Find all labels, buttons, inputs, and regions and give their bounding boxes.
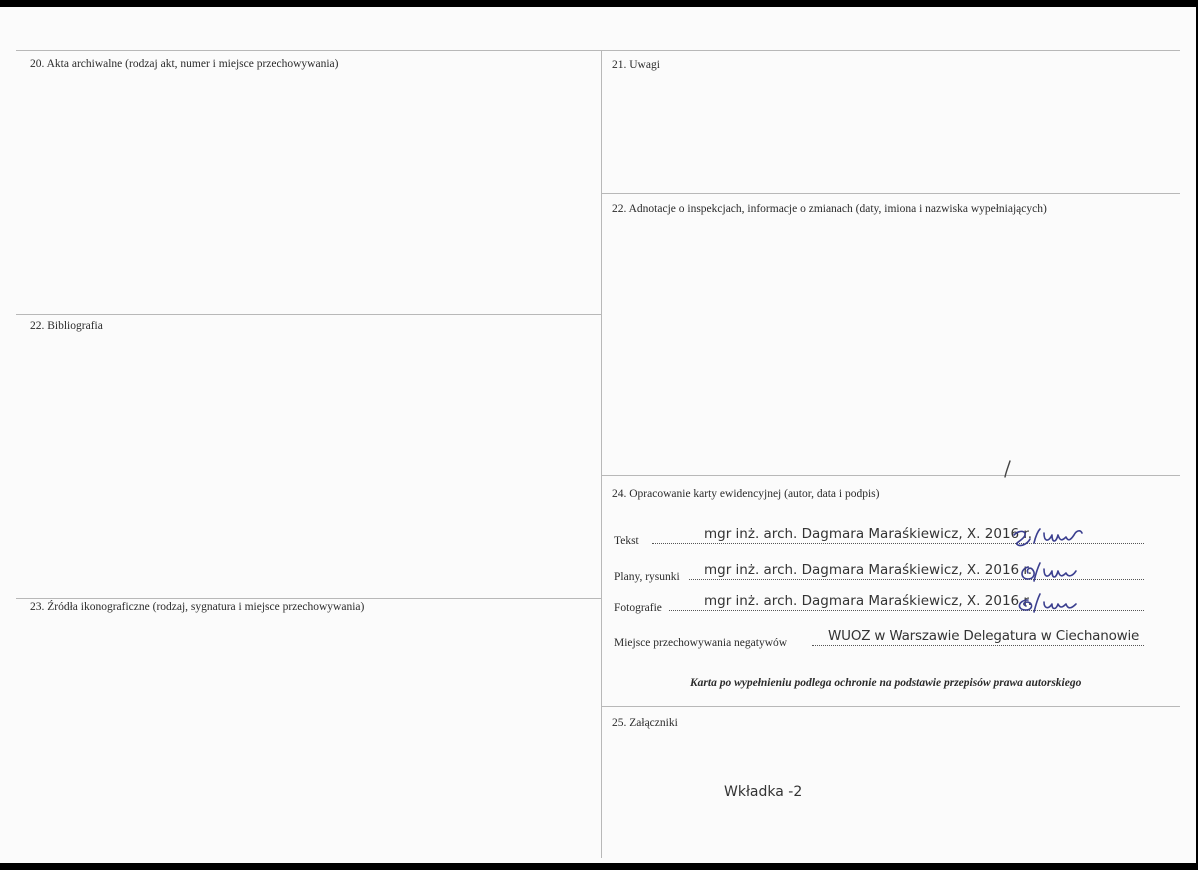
- handwritten-signature: [1010, 525, 1100, 551]
- section-24-card-preparation: 24. Opracowanie karty ewidencyjnej (autor, data i podpis): [612, 488, 880, 500]
- plans-author-row: [614, 563, 1144, 583]
- text-label: Tekst: [614, 535, 639, 547]
- section-22-bibliography: 22. Bibliografia: [30, 320, 103, 332]
- left-rule-iconographic: [16, 598, 601, 599]
- handwritten-signature: [1014, 592, 1094, 618]
- photos-label: Fotografie: [614, 602, 662, 614]
- negatives-dotted-line: [812, 645, 1144, 646]
- text-author-row: [614, 527, 1144, 547]
- right-rule-annotations: [601, 193, 1180, 194]
- section-22-annotations: 22. Adnotacje o inspekcjach, informacje o zmianach (daty, imiona i nazwiska wypełniających): [612, 203, 1047, 215]
- left-rule-bibliography: [16, 314, 601, 315]
- stray-pen-mark: [1002, 459, 1012, 479]
- section-20-archival-files: 20. Akta archiwalne (rodzaj akt, numer i miejsce przechowywania): [30, 58, 339, 70]
- negatives-location-value: WUOZ w Warszawie Delegatura w Ciechanowie: [828, 628, 1140, 644]
- photos-author-row: [614, 594, 1144, 614]
- record-card-page: [0, 7, 1196, 863]
- section-23-iconographic-sources: 23. Źródła ikonograficzne (rodzaj, sygnatura i miejsce przechowywania): [30, 601, 365, 613]
- right-rule-attachments: [601, 706, 1180, 707]
- negatives-location-row: [614, 629, 1144, 649]
- plans-label: Plany, rysunki: [614, 571, 680, 583]
- top-rule: [16, 50, 1180, 51]
- right-rule-authorship: [601, 475, 1180, 476]
- center-divider: [601, 50, 602, 858]
- copyright-note: Karta po wypełnieniu podlega ochronie na podstawie przepisów prawa autorskiego: [690, 677, 1082, 689]
- section-21-remarks: 21. Uwagi: [612, 59, 660, 71]
- handwritten-signature: [1018, 561, 1098, 587]
- photos-author-value: mgr inż. arch. Dagmara Maraśkiewicz, X. 2016 r.: [704, 593, 1033, 609]
- negatives-label: Miejsce przechowywania negatywów: [614, 637, 788, 649]
- insert-label: Wkładka -2: [724, 784, 803, 800]
- text-author-value: mgr inż. arch. Dagmara Maraśkiewicz, X. 2016 r.: [704, 526, 1033, 542]
- section-25-attachments: 25. Załączniki: [612, 717, 678, 729]
- plans-author-value: mgr inż. arch. Dagmara Maraśkiewicz, X. 2016 r.: [704, 562, 1033, 578]
